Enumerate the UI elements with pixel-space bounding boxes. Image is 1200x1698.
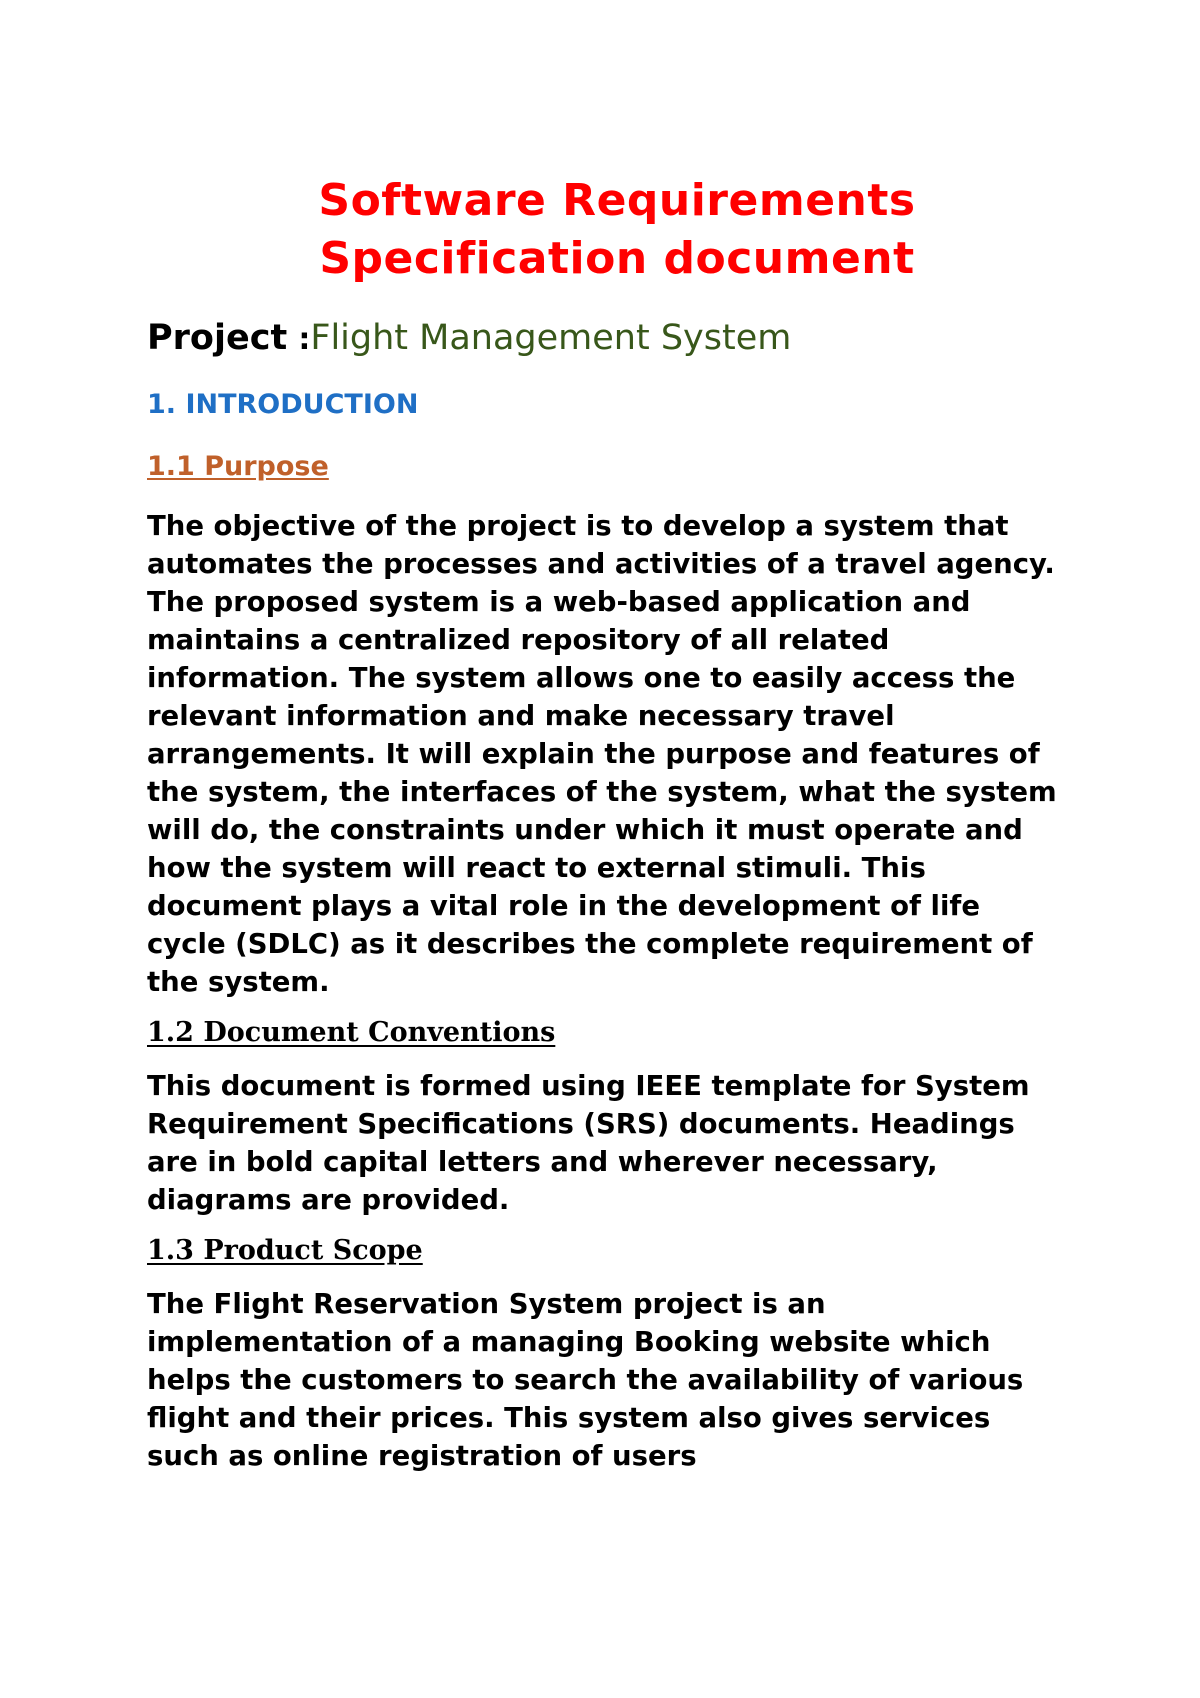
project-line — [147, 316, 1087, 362]
document-title — [147, 172, 1087, 288]
subsection-heading-scope: 1.3 Product Scope — [147, 1235, 423, 1266]
project-name: Flight Management System — [310, 318, 792, 358]
document-content — [147, 172, 1087, 1475]
document-title-line-1: Software Requirements — [318, 175, 916, 226]
project-label: Project — [147, 318, 288, 358]
subsection-heading-purpose: 1.1 Purpose — [147, 451, 329, 482]
section-heading-introduction: 1. INTRODUCTION — [147, 389, 419, 420]
project-separator: : — [298, 322, 311, 357]
paragraph-scope: The Flight Reservation System project is an implementation of a managing Booking website which helps the customers to search the availability of various flight and their prices. This system also gives services such as online registration of users — [147, 1288, 1024, 1472]
paragraph-conventions: This document is formed using IEEE template for System Requirement Specifications (SRS) documents. Headings are in bold capital letters and wherever necessary, diagrams are provided. — [147, 1070, 1030, 1216]
document-title-line-2: Specification document — [319, 233, 915, 284]
paragraph-purpose: The objective of the project is to develop a system that automates the processes and activities of a travel agency. The proposed system is a web-based application and maintains a centralized repository of all related information. The system allows one to easily access the relevant information and make necessary travel arrangements. It will explain the purpose and features of the system, the interfaces of the system, what the system will do, the constraints under which it must operate and how the system will react to external stimuli. This document plays a vital role in the development of life cycle (SDLC) as it describes the complete requirement of the system. — [147, 510, 1057, 998]
subsection-heading-conventions: 1.2 Document Conventions — [147, 1017, 556, 1048]
